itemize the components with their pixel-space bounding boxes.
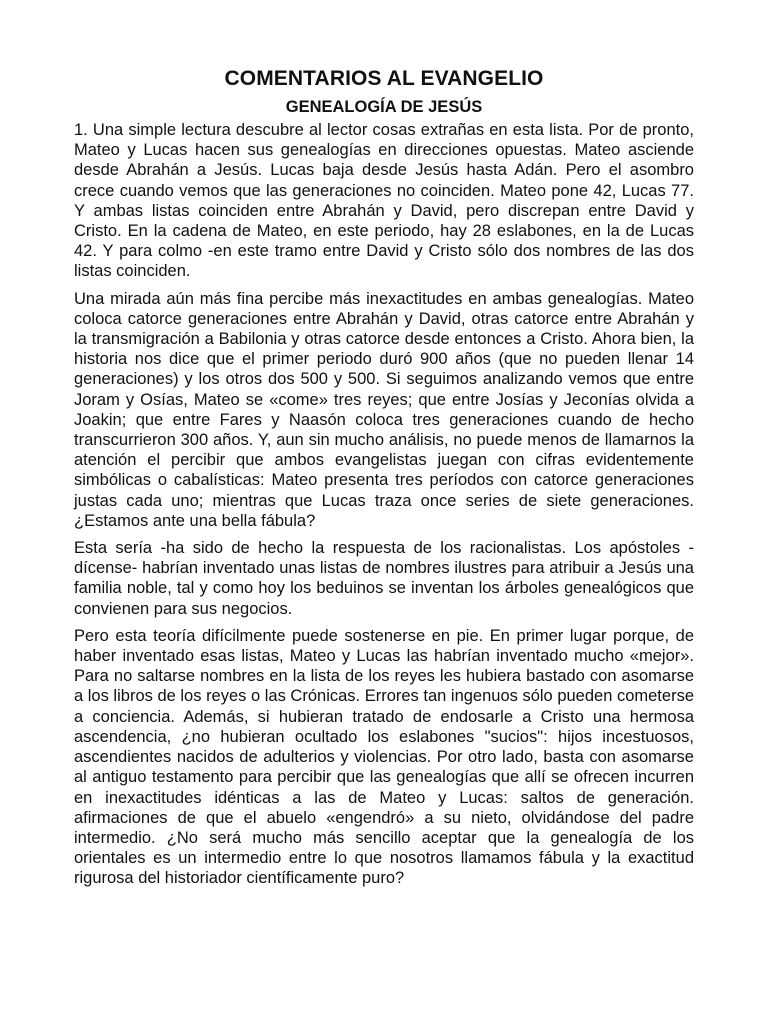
paragraph-1: 1. Una simple lectura descubre al lector cosas extrañas en esta lista. Por de pronto, Mateo y Lucas hacen sus genealogías en direcciones opuestas. Mateo asciende desde Abrahán a Jesús. Lucas baja desde Jesús hasta Adán. Pero el asombro crece cuando vemos que las generaciones no coinciden. Mateo pone 42, Lucas 77. Y ambas listas coinciden entre Abrahán y David, pero discrepan entre David y Cristo. En la cadena de Mateo, en este periodo, hay 28 eslabones, en la de Lucas 42. Y para colmo -en este tramo entre David y Cristo sólo dos nombres de las dos listas coinciden. <box>74 121 694 281</box>
paragraph-2: Una mirada aún más fina percibe más inexactitudes en ambas genealogías. Mateo coloca catorce generaciones entre Abrahán y David, otras catorce entre Abrahán y la transmigración a Babilonia y otras catorce desde entonces a Cristo. Ahora bien, la historia nos dice que el primer periodo duró 900 años (que no pueden llenar 14 generaciones) y los otros dos 500 y 500. Si seguimos analizando vemos que entre Joram y Osías, Mateo se «come» tres reyes; que entre Josías y Jeconías olvida a Joakin; que entre Fares y Naasón coloca tres generaciones cuando de hecho transcurrieron 300 años. Y, aun sin mucho análisis, no puede menos de llamarnos la atención el percibir que ambos evangelistas juegan con cifras evidentemente simbólicas o cabalísticas: Mateo presenta tres períodos con catorce generaciones justas cada uno; mientras que Lucas traza once series de siete generaciones. ¿Estamos ante una bella fábula? <box>74 289 694 530</box>
document-subtitle: GENEALOGÍA DE JESÚS <box>285 98 483 116</box>
document-title: COMENTARIOS AL EVANGELIO <box>224 67 544 90</box>
paragraph-4: Pero esta teoría difícilmente puede sostenerse en pie. En primer lugar porque, de haber inventado esas listas, Mateo y Lucas las habrían inventado mucho «mejor». Para no saltarse nombres en la lista de los reyes les hubiera bastado con asomarse a los libros de los reyes o las Crónicas. Errores tan ingenuos sólo pueden cometerse a conciencia. Además, si hubieran tratado de endosarle a Cristo una hermosa ascendencia, ¿no hubieran ocultado los eslabones "sucios": hijos incestuosos, ascendientes nacidos de adulterios y violencias. Por otro lado, basta con asomarse al antiguo testamento para percibir que las genealogías que allí se ofrecen incurren en inexactitudes idénticas a las de Mateo y Lucas: saltos de generación. afirmaciones de que el abuelo «engendró» a su nieto, olvidándose del padre intermedio. ¿No será mucho más sencillo aceptar que la genealogía de los orientales es un intermedio entre lo que nosotros llamamos fábula y la exactitud rigurosa del historiador científicamente puro? <box>74 626 694 888</box>
paragraph-3: Esta sería -ha sido de hecho la respuesta de los racionalistas. Los apóstoles -dícense- habrían inventado unas listas de nombres ilustres para atribuir a Jesús una familia noble, tal y como hoy los beduinos se inventan los árboles genealógicos que convienen para sus negocios. <box>74 539 694 618</box>
document-page <box>74 66 694 896</box>
